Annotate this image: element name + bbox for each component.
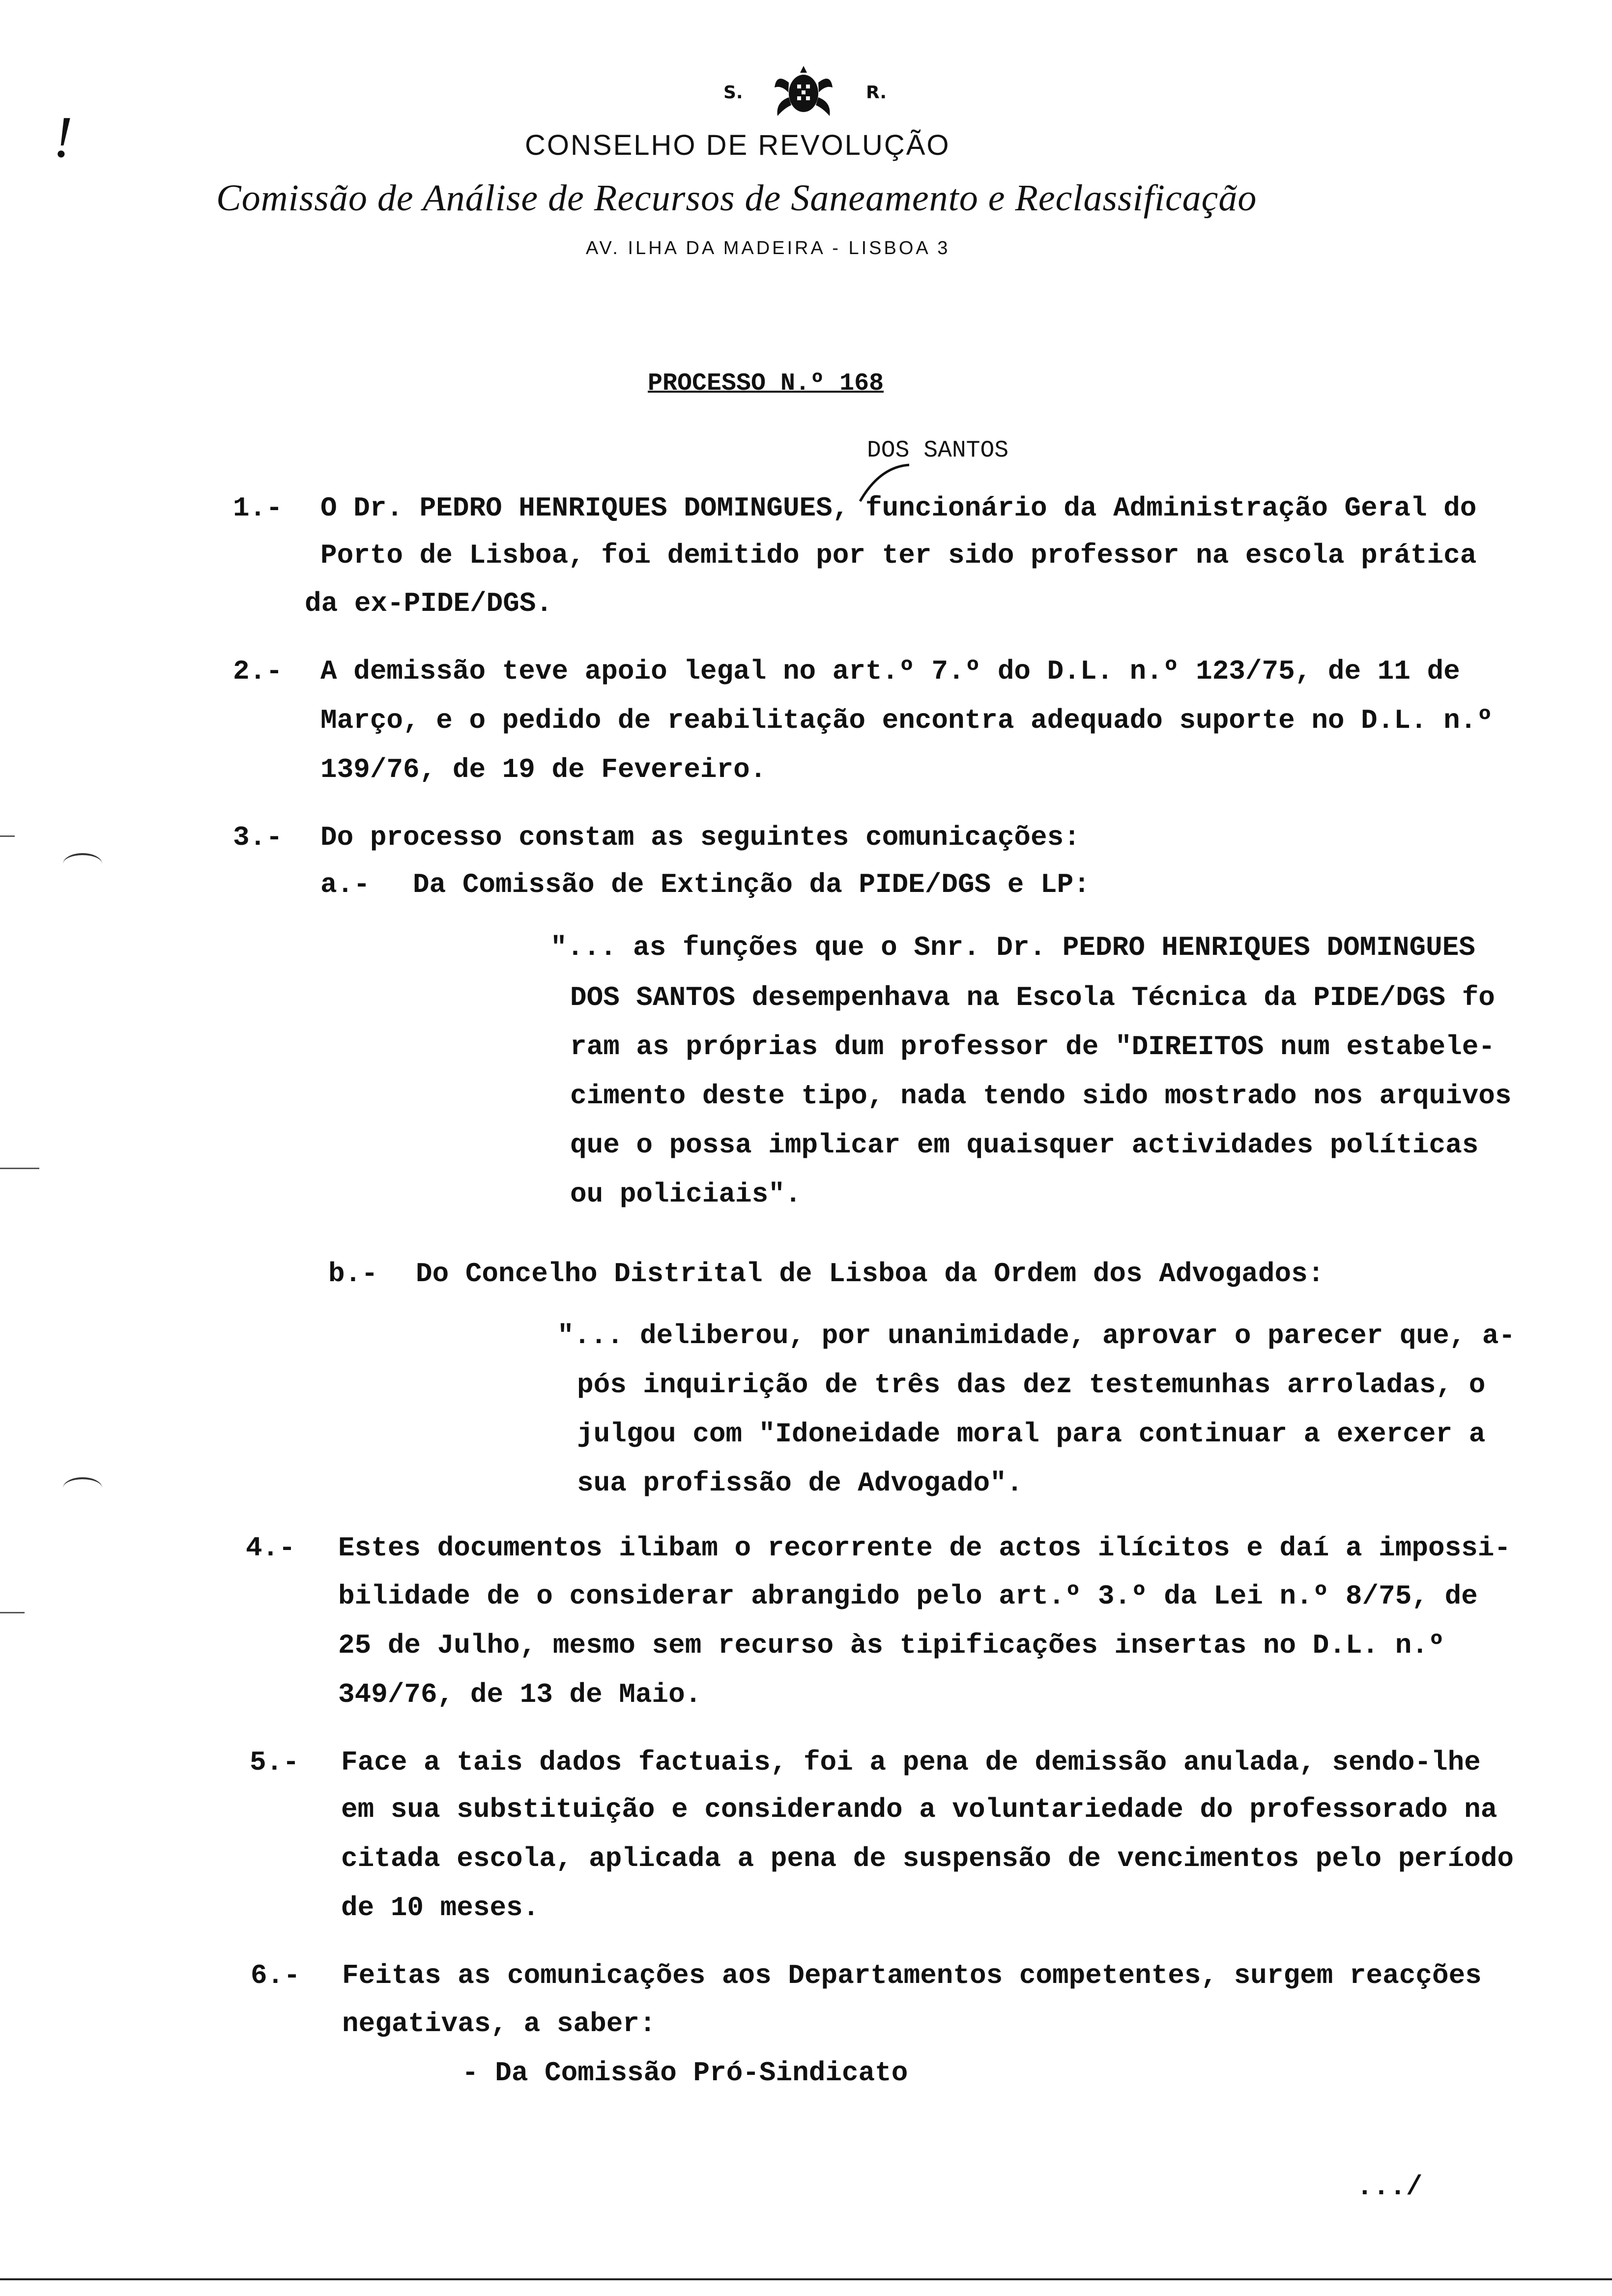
quote-line: "... as funções que o Snr. Dr. PEDRO HENRIQUES DOMINGUES [550, 932, 1475, 963]
margin-tick [0, 1612, 25, 1613]
letterhead-r-label: R. [866, 83, 887, 103]
item-6-line: negativas, a saber: [342, 2008, 656, 2039]
continuation-mark: .../ [1356, 2171, 1423, 2203]
quote-line: cimento deste tipo, nada tendo sido mostrado nos arquivos [570, 1080, 1512, 1112]
item-3b-heading: Do Concelho Distrital de Lisboa da Ordem dos Advogados: [416, 1258, 1324, 1290]
item-2-line: 139/76, de 19 de Fevereiro. [320, 754, 767, 785]
quote-line: ram as próprias dum professor de "DIREITOS num estabele- [570, 1031, 1495, 1062]
item-5-line: de 10 meses. [341, 1892, 540, 1923]
item-4-line: 25 de Julho, mesmo sem recurso às tipificações insertas no D.L. n.º [338, 1630, 1445, 1661]
margin-tick [0, 1168, 39, 1169]
item-4-number: 4.- [246, 1532, 295, 1564]
coat-of-arms-emblem [772, 63, 835, 122]
margin-tick [0, 835, 15, 837]
quote-line: pós inquirição de três das dez testemunhas arroladas, o [577, 1369, 1486, 1401]
item-4-line: Estes documentos ilibam o recorrente de actos ilícitos e daí a impossi- [338, 1532, 1511, 1564]
item-6-line: Feitas as comunicações aos Departamentos competentes, surgem reacções [342, 1960, 1482, 1991]
quote-line: que o possa implicar em quaisquer actividades políticas [570, 1129, 1479, 1161]
item-4-line: bilidade de o considerar abrangido pelo art.º 3.º da Lei n.º 8/75, de [338, 1580, 1478, 1612]
item-5-line: citada escola, aplicada a pena de suspensão de vencimentos pelo período [341, 1843, 1514, 1874]
item-1-line: da ex-PIDE/DGS. [305, 588, 553, 619]
item-2-line: A demissão teve apoio legal no art.º 7.º do D.L. n.º 123/75, de 11 de [320, 656, 1460, 687]
item-3a-heading: Da Comissão de Extinção da PIDE/DGS e LP: [413, 869, 1090, 900]
handwritten-insert: DOS SANTOS [867, 437, 1009, 464]
item-3-number: 3.- [233, 822, 283, 853]
quote-line: sua profissão de Advogado". [577, 1467, 1023, 1499]
item-2-number: 2.- [233, 656, 283, 687]
quote-line: julgou com "Idoneidade moral para continuar a exercer a [577, 1418, 1486, 1450]
item-5-line: em sua substituição e considerando a voluntariedade do professorado na [341, 1794, 1497, 1825]
letterhead-s-label: S. [723, 83, 743, 103]
quote-line: "... deliberou, por unanimidade, aprovar o parecer que, a- [557, 1320, 1516, 1351]
quote-line: ou policiais". [570, 1178, 802, 1210]
item-1-number: 1.- [233, 492, 283, 524]
bottom-edge-line [0, 2278, 1612, 2280]
item-3b-number: b.- [328, 1258, 378, 1290]
item-6-bullet: - Da Comissão Pró-Sindicato [462, 2057, 908, 2089]
item-3a-number: a.- [320, 869, 370, 900]
item-5-line: Face a tais dados factuais, foi a pena de demissão anulada, sendo-lhe [341, 1747, 1481, 1778]
item-1-line: Porto de Lisboa, foi demitido por ter sido professor na escola prática [320, 540, 1477, 571]
item-2-line: Março, e o pedido de reabilitação encontra adequado suporte no D.L. n.º [320, 705, 1493, 736]
quote-line: DOS SANTOS desempenhava na Escola Técnica da PIDE/DGS fo [570, 982, 1495, 1013]
item-6-number: 6.- [251, 1960, 300, 1991]
item-1-line: O Dr. PEDRO HENRIQUES DOMINGUES, funcionário da Administração Geral do [320, 492, 1477, 524]
item-5-number: 5.- [250, 1747, 299, 1778]
commission-name: Comissão de Análise de Recursos de Saneamento e Reclassificação [216, 177, 1257, 219]
process-title: PROCESSO N.º 168 [648, 370, 884, 398]
margin-punch-arc [63, 1477, 102, 1499]
margin-punch-arc [63, 853, 102, 875]
council-name: CONSELHO DE REVOLUÇÃO [525, 129, 950, 161]
margin-handwritten-mark: ! [53, 104, 73, 170]
item-3-line: Do processo constam as seguintes comunicações: [320, 822, 1080, 853]
item-4-line: 349/76, de 13 de Maio. [338, 1679, 702, 1710]
letterhead-address: AV. ILHA DA MADEIRA - LISBOA 3 [586, 238, 950, 258]
